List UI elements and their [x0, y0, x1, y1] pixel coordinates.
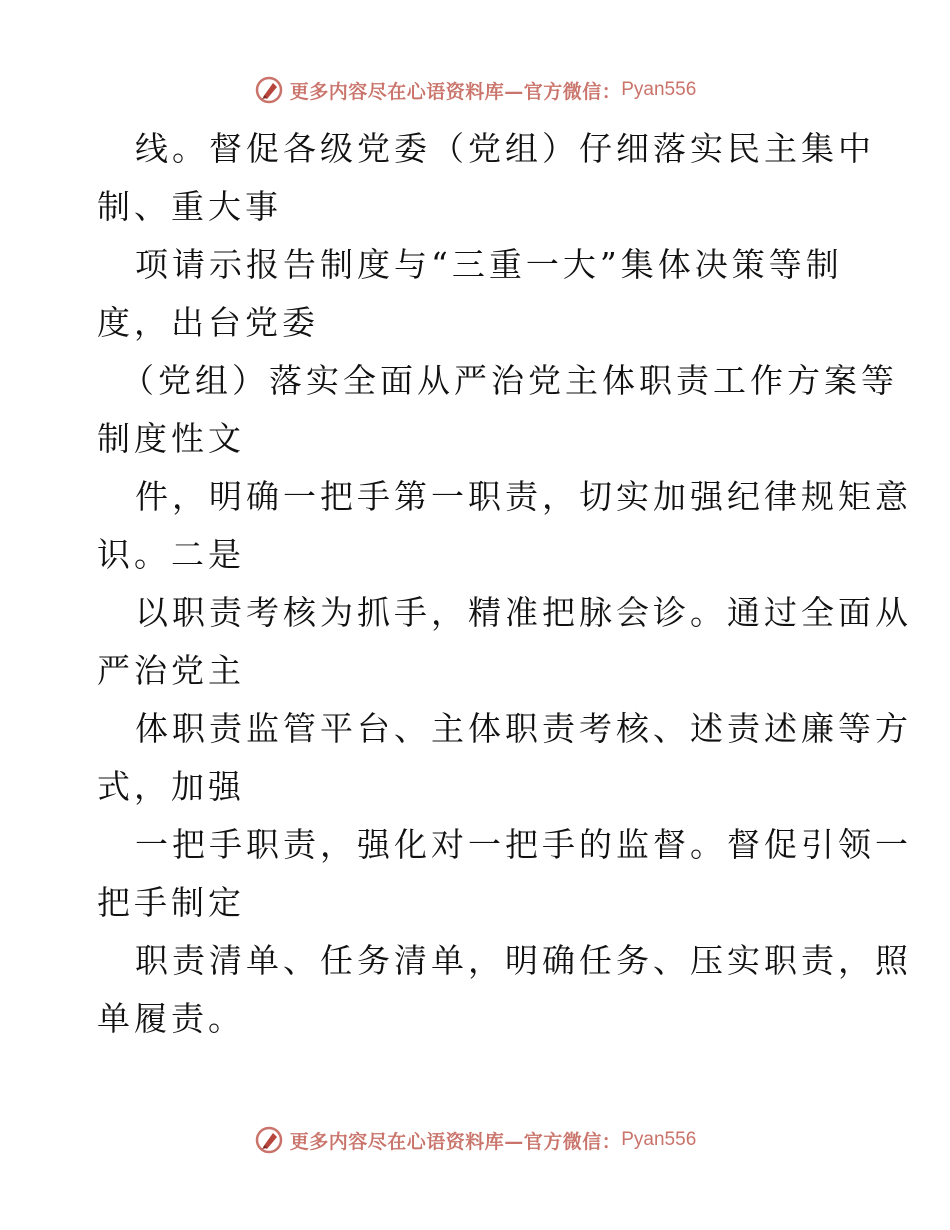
body-line: （党组）落实全面从严治党主体职责工作方案等 — [121, 361, 898, 400]
body-line: 把手制定 — [97, 883, 245, 922]
footer-watermark-text: 更多内容尽在心语资料库—官方微信： — [289, 1130, 622, 1153]
body-line: 以职责考核为抓手，精准把脉会诊。通过全面从 — [135, 593, 912, 632]
body-line: 度，出台党委 — [97, 303, 319, 342]
header-wechat-id: Pyan556 — [621, 79, 697, 100]
footer-wechat-id: Pyan556 — [621, 1129, 697, 1150]
body-line: 件，明确一把手第一职责，切实加强纪律规矩意 — [135, 477, 912, 516]
footer-watermark — [0, 1120, 950, 1160]
body-line: 严治党主 — [97, 651, 245, 690]
body-line: 体职责监管平台、主体职责考核、述责述廉等方 — [135, 709, 912, 748]
header-watermark-text: 更多内容尽在心语资料库—官方微信： — [289, 80, 622, 103]
body-line: 线。督促各级党委（党组）仔细落实民主集中 — [135, 129, 875, 168]
header-watermark — [0, 70, 950, 110]
body-line: 制、重大事 — [97, 187, 282, 226]
body-line: 职责清单、任务清单，明确任务、压实职责，照 — [135, 941, 912, 980]
pen-nib-logo-icon — [254, 1125, 284, 1155]
body-line: 一把手职责，强化对一把手的监督。督促引领一 — [135, 825, 912, 864]
body-line: 式，加强 — [97, 767, 245, 806]
pen-nib-logo-icon — [254, 75, 284, 105]
body-line: 项请示报告制度与“三重一大”集体决策等制 — [135, 245, 843, 284]
document-body — [97, 120, 912, 1048]
body-line: 识。二是 — [97, 535, 245, 574]
body-line: 单履责。 — [97, 999, 245, 1038]
body-line: 制度性文 — [97, 419, 245, 458]
